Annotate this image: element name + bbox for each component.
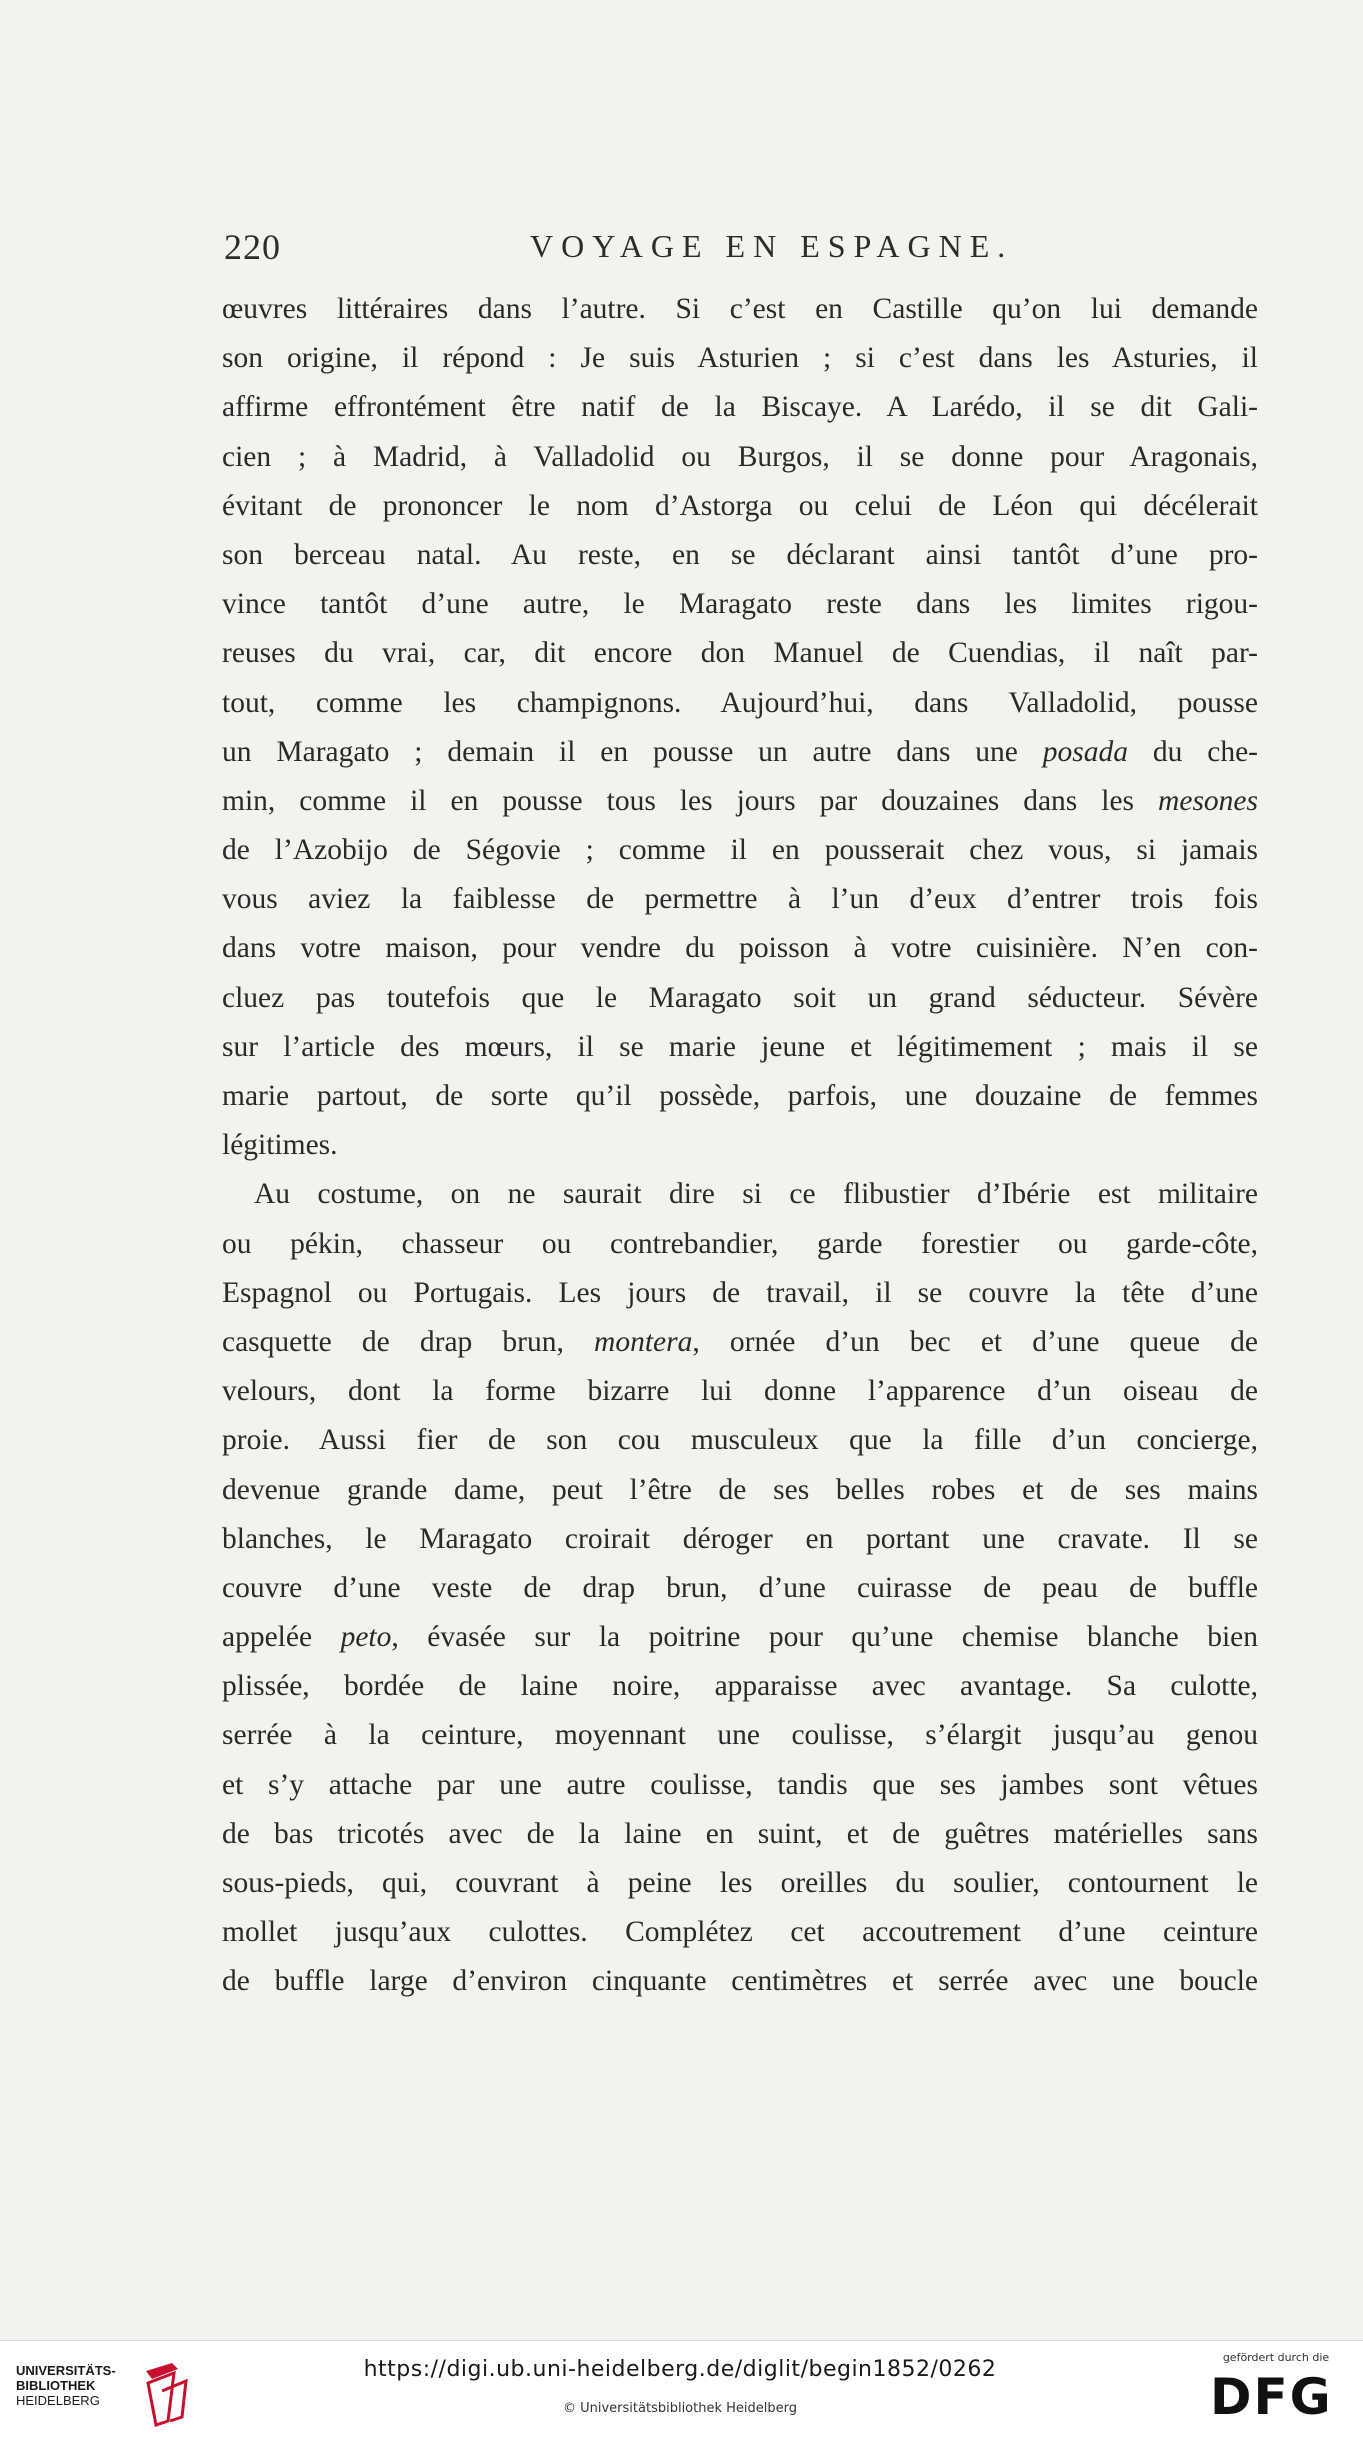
body-text bbox=[222, 285, 1258, 2007]
text-line bbox=[222, 1515, 1258, 1564]
ub-emblem-icon bbox=[138, 2361, 198, 2427]
text-segment: min, comme il en pousse tous les jours par douzaines dans les bbox=[222, 784, 1159, 817]
text-line bbox=[222, 285, 1258, 334]
permalink-url[interactable]: https://digi.ub.uni-heidelberg.de/diglit/begin1852/0262 bbox=[363, 2357, 997, 2382]
text-segment: appelée bbox=[222, 1621, 341, 1654]
text-segment: devenue grande dame, peut l’être de ses belles robes et de ses mains bbox=[222, 1473, 1258, 1506]
text-line bbox=[222, 1711, 1258, 1760]
viewer-footer bbox=[0, 2340, 1363, 2438]
text-segment: légitimes. bbox=[222, 1129, 338, 1162]
text-segment: un Maragato ; demain il en pousse un autre dans une bbox=[222, 735, 1043, 768]
text-line bbox=[222, 777, 1258, 826]
ub-logo-line3: HEIDELBERG bbox=[16, 2393, 100, 2408]
dfg-logo[interactable] bbox=[1206, 2351, 1346, 2431]
text-line bbox=[222, 924, 1258, 973]
ub-logo-text bbox=[16, 2363, 116, 2408]
text-line bbox=[222, 728, 1258, 777]
text-line bbox=[222, 580, 1258, 629]
text-line bbox=[222, 1957, 1258, 2006]
text-segment: et s’y attache par une autre coulisse, tandis que ses jambes sont vêtues bbox=[222, 1768, 1258, 1801]
text-line bbox=[222, 1269, 1258, 1318]
text-line bbox=[222, 383, 1258, 432]
text-segment: , évasée sur la poitrine pour qu’une chemise blanche bien bbox=[391, 1621, 1258, 1654]
text-line bbox=[222, 1810, 1258, 1859]
text-line bbox=[222, 1416, 1258, 1465]
text-line bbox=[222, 1367, 1258, 1416]
text-segment: dans votre maison, pour vendre du poisson à votre cuisinière. N’en con- bbox=[222, 932, 1258, 965]
text-segment: vous aviez la faiblesse de permettre à l’un d’eux d’entrer trois fois bbox=[222, 883, 1258, 916]
text-segment: cien ; à Madrid, à Valladolid ou Burgos, il se donne pour Aragonais, bbox=[222, 440, 1258, 473]
text-line bbox=[222, 1908, 1258, 1957]
text-line bbox=[222, 1170, 1258, 1219]
text-segment: ou pékin, chasseur ou contrebandier, garde forestier ou garde-côte, bbox=[222, 1227, 1258, 1260]
text-segment: serrée à la ceinture, moyennant une coulisse, s’élargit jusqu’au genou bbox=[222, 1719, 1258, 1752]
text-line bbox=[222, 1564, 1258, 1613]
text-line bbox=[222, 531, 1258, 580]
text-segment: évitant de prononcer le nom d’Astorga ou celui de Léon qui décélerait bbox=[222, 489, 1258, 522]
text-line bbox=[222, 1220, 1258, 1269]
dfg-wordmark: DFG bbox=[1210, 2368, 1333, 2426]
text-line bbox=[222, 875, 1258, 924]
text-segment: vince tantôt d’une autre, le Maragato reste dans les limites rigou- bbox=[222, 588, 1258, 621]
text-segment: reuses du vrai, car, dit encore don Manuel de Cuendias, il naît par- bbox=[222, 637, 1258, 670]
text-segment: son origine, il répond : Je suis Asturien ; si c’est dans les Asturies, il bbox=[222, 342, 1258, 375]
text-line bbox=[222, 482, 1258, 531]
text-segment: Espagnol ou Portugais. Les jours de travail, il se couvre la tête d’une bbox=[222, 1276, 1258, 1309]
page-number: 220 bbox=[224, 227, 281, 267]
text-segment: velours, dont la forme bizarre lui donne l’apparence d’un oiseau de bbox=[222, 1375, 1258, 1408]
text-segment: du che- bbox=[1128, 735, 1258, 768]
text-segment: , ornée d’un bec et d’une queue de bbox=[692, 1325, 1258, 1358]
italic-term: montera bbox=[594, 1325, 693, 1358]
running-title: VOYAGE EN ESPAGNE. bbox=[530, 228, 1014, 264]
text-segment: casquette de drap brun, bbox=[222, 1325, 595, 1358]
text-segment: mollet jusqu’aux culottes. Complétez cet accoutrement d’une ceinture bbox=[222, 1916, 1258, 1949]
text-line bbox=[222, 1761, 1258, 1810]
text-line bbox=[222, 1613, 1258, 1662]
ub-heidelberg-logo[interactable] bbox=[16, 2361, 196, 2425]
text-line bbox=[222, 1023, 1258, 1072]
text-segment: marie partout, de sorte qu’il possède, parfois, une douzaine de femmes bbox=[222, 1080, 1258, 1112]
text-line bbox=[222, 1121, 1258, 1170]
page-header bbox=[220, 222, 1260, 282]
text-segment: de buffle large d’environ cinquante centimètres et serrée avec une boucle bbox=[222, 1965, 1258, 1998]
text-line bbox=[222, 826, 1258, 875]
text-line bbox=[222, 629, 1258, 678]
ub-logo-line2: BIBLIOTHEK bbox=[16, 2378, 96, 2393]
text-line bbox=[222, 1072, 1258, 1121]
italic-term: mesones bbox=[1158, 784, 1258, 817]
text-segment: sur l’article des mœurs, il se marie jeune et légitimement ; mais il se bbox=[222, 1030, 1258, 1063]
text-segment: blanches, le Maragato croirait déroger en portant une cravate. Il se bbox=[222, 1522, 1258, 1555]
text-segment: de l’Azobijo de Ségovie ; comme il en pousserait chez vous, si jamais bbox=[222, 834, 1258, 867]
italic-term: peto bbox=[340, 1621, 392, 1654]
text-segment: Au costume, on ne saurait dire si ce flibustier d’Ibérie est militaire bbox=[254, 1178, 1258, 1211]
text-line bbox=[222, 679, 1258, 728]
text-line bbox=[222, 974, 1258, 1023]
copyright-notice: © Universitätsbibliothek Heidelberg bbox=[562, 2401, 797, 2416]
text-line bbox=[222, 334, 1258, 383]
text-segment: tout, comme les champignons. Aujourd’hui, dans Valladolid, pousse bbox=[222, 686, 1258, 719]
text-segment: cluez pas toutefois que le Maragato soit un grand séducteur. Sévère bbox=[222, 981, 1258, 1014]
text-segment: couvre d’une veste de drap brun, d’une cuirasse de peau de buffle bbox=[222, 1571, 1258, 1604]
text-line bbox=[222, 1466, 1258, 1515]
text-segment: de bas tricotés avec de la laine en suint, et de guêtres matérielles sans bbox=[222, 1817, 1258, 1850]
text-segment: plissée, bordée de laine noire, apparaisse avec avantage. Sa culotte, bbox=[222, 1670, 1258, 1703]
text-line bbox=[222, 1859, 1258, 1908]
text-segment: œuvres littéraires dans l’autre. Si c’est en Castille qu’on lui demande bbox=[222, 293, 1258, 325]
dfg-funder-note: gefördert durch die bbox=[1222, 2351, 1330, 2364]
text-line bbox=[222, 1318, 1258, 1367]
text-segment: proie. Aussi fier de son cou musculeux que la fille d’un concierge, bbox=[222, 1424, 1258, 1457]
text-segment: sous-pieds, qui, couvrant à peine les oreilles du soulier, contournent le bbox=[222, 1867, 1258, 1899]
italic-term: posada bbox=[1042, 735, 1128, 768]
text-line bbox=[222, 1662, 1258, 1711]
text-line bbox=[222, 433, 1258, 482]
ub-logo-line1: UNIVERSITÄTS- bbox=[16, 2363, 116, 2378]
text-segment: affirme effrontément être natif de la Biscaye. A Larédo, il se dit Gali- bbox=[222, 391, 1258, 424]
text-segment: son berceau natal. Au reste, en se déclarant ainsi tantôt d’une pro- bbox=[222, 538, 1258, 571]
